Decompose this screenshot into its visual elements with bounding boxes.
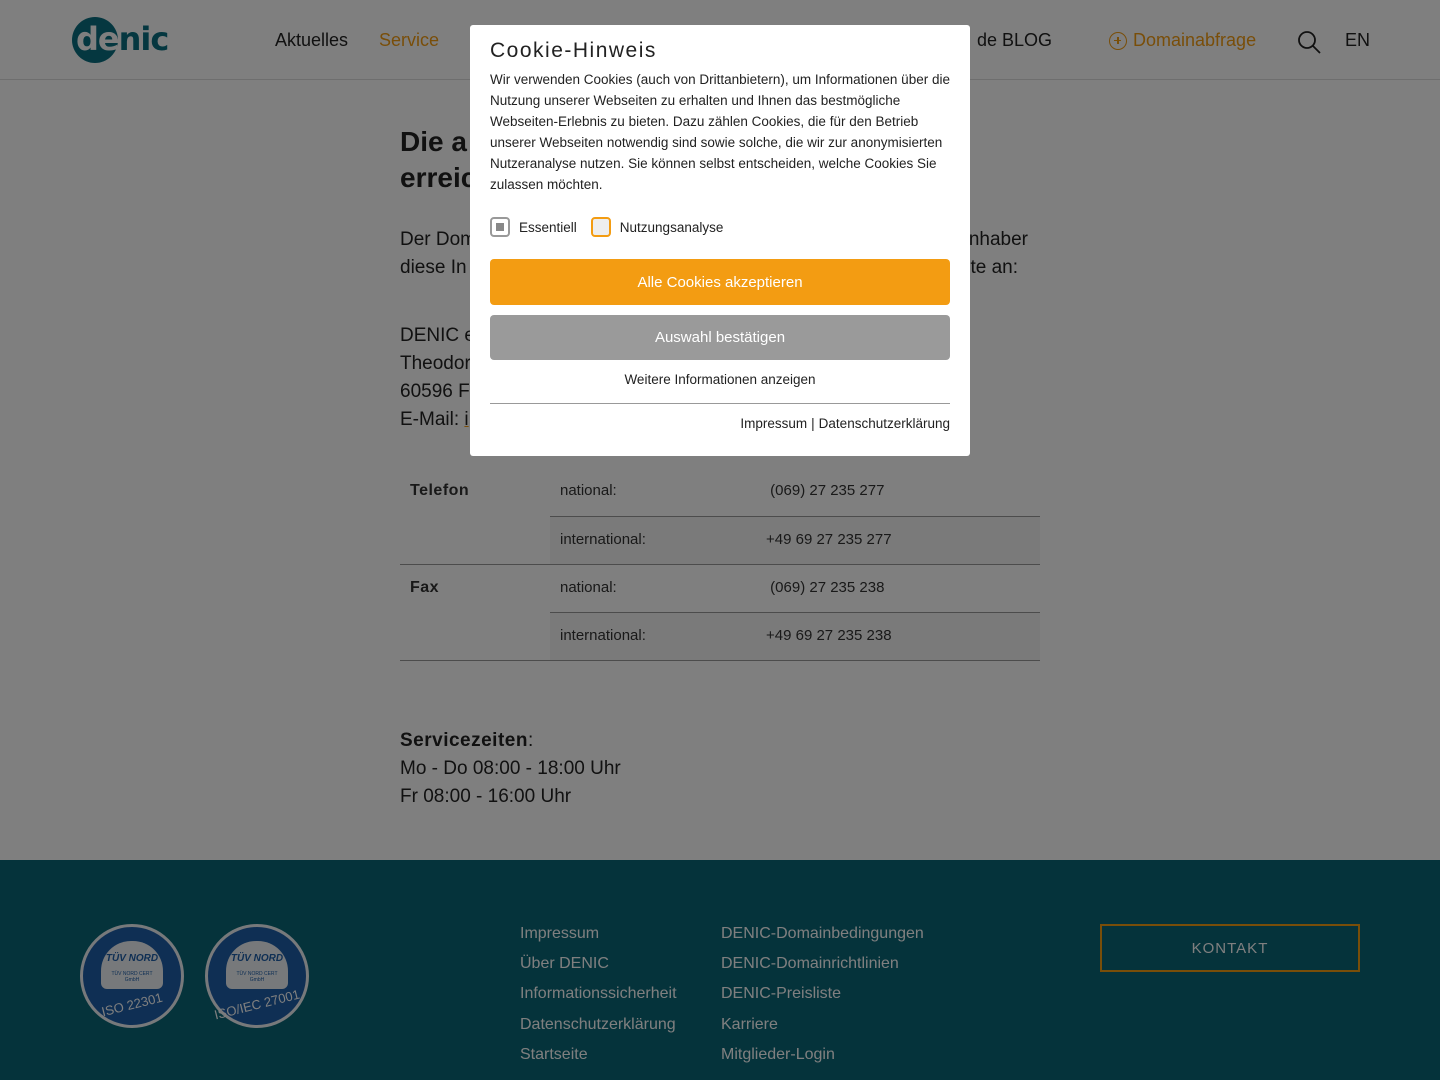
confirm-selection-button[interactable]: Auswahl bestätigen [490,315,950,360]
cookie-options [490,217,737,237]
accept-all-button[interactable]: Alle Cookies akzeptieren [490,259,950,305]
dialog-divider [490,403,950,404]
cookie-consent-dialog [470,25,970,456]
cookie-dialog-title: Cookie-Hinweis [490,39,657,62]
dialog-legal-links: Impressum | Datenschutzerklärung [740,416,950,431]
cookie-dialog-text: Wir verwenden Cookies (auch von Drittanbietern), um Informationen über die Nutzung unserer Webseiten zu erhalten und Ihnen das bestmögliche Webseiten-Erlebnis zu bieten. Dazu zählen Cookies, die für den Betrieb unserer Webseiten notwendig sind sowie solche, die wir zur anonymisierten Nutzeranalyse nutzen. Sie können selbst entscheiden, welche Cookies Sie zulassen möchten. [490,72,950,192]
essential-label: Essentiell [519,219,577,235]
analytics-checkbox[interactable] [591,217,611,237]
essential-checkbox[interactable] [490,217,510,237]
dialog-privacy-link[interactable]: Datenschutzerklärung [818,416,950,431]
analytics-label: Nutzungsanalyse [619,219,724,235]
dialog-imprint-link[interactable]: Impressum [740,416,808,431]
more-info-link[interactable]: Weitere Informationen anzeigen [624,372,816,387]
